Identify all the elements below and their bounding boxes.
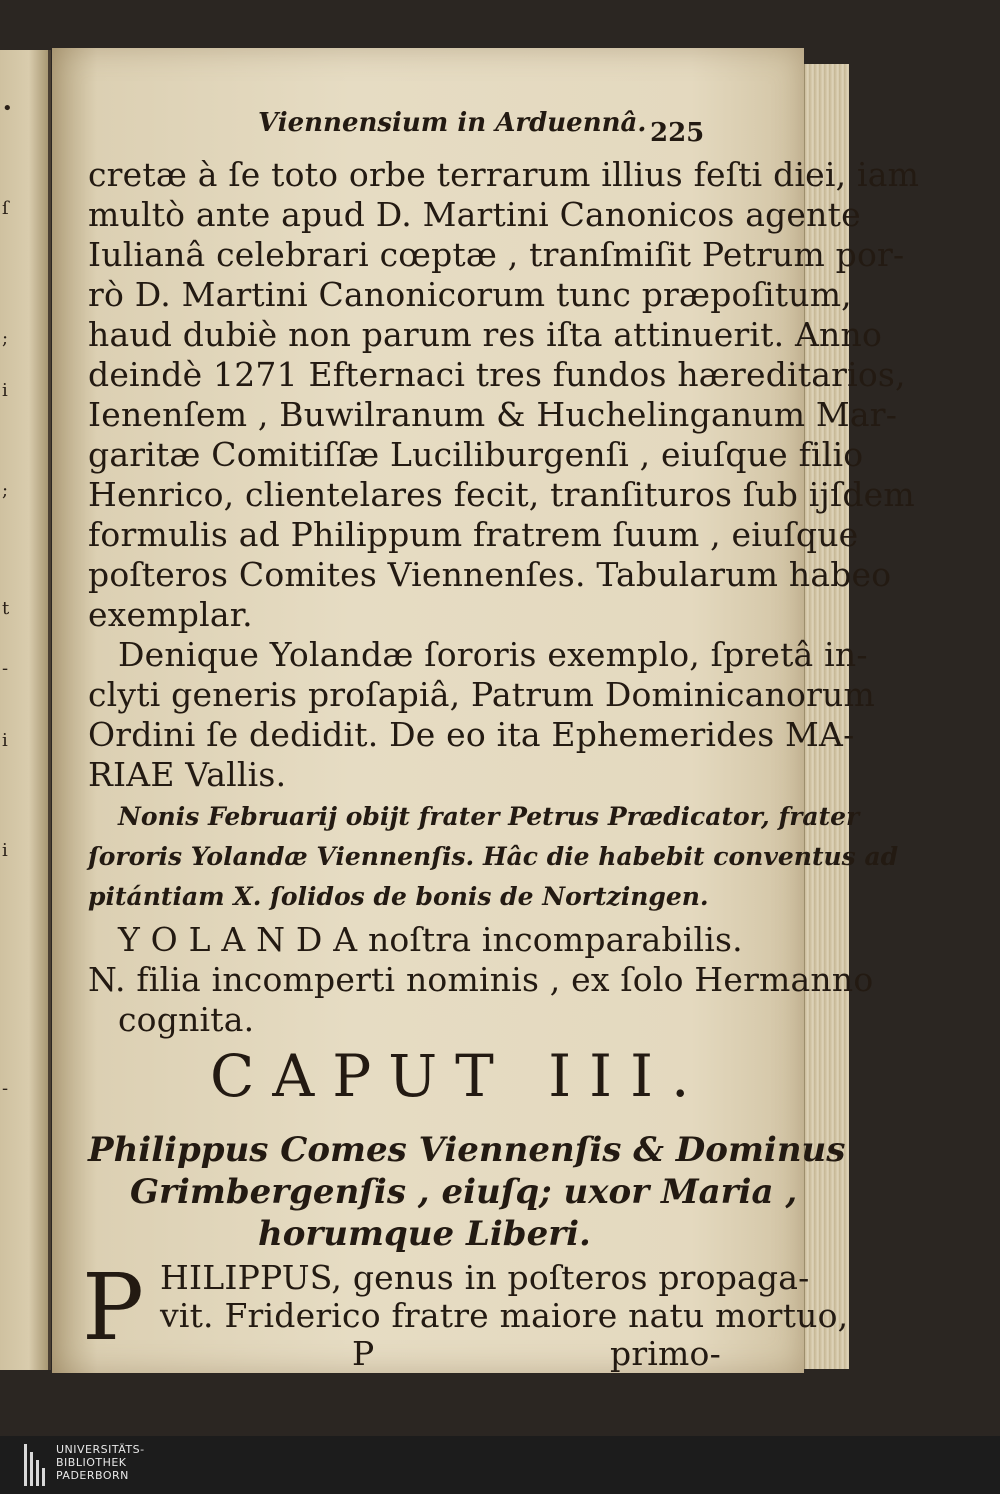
text-line: garitæ Comitiſſæ Luciliburgenſi , eiuſque filio <box>88 435 864 474</box>
chapter-subtitle: Philippus Comes Viennenſis & Dominus <box>88 1130 846 1170</box>
text-line: formulis ad Philippum fratrem ſuum , eiuſque <box>88 515 859 554</box>
text-line: Ienenſem , Buwilranum & Huchelinganum Mar- <box>88 395 898 434</box>
text-line: rò D. Martini Canonicorum tunc præpoſitum, <box>88 275 852 314</box>
text-line: clyti generis proſapiâ, Patrum Dominicanorum <box>88 675 876 714</box>
chapter-subtitle: horumque Liberi. <box>258 1214 591 1254</box>
text-line: Denique Yolandæ ſororis exemplo, ſpretâ in- <box>118 635 868 674</box>
text-line: Henrico, clientelares fecit, tranſituros ſub ijſdem <box>88 475 915 514</box>
library-logo-text <box>56 1443 145 1482</box>
drop-capital: P <box>82 1254 144 1361</box>
logo-line: PADERBORN <box>56 1469 129 1482</box>
text-line: haud dubiè non parum res iſta attinuerit. Anno <box>88 315 883 354</box>
text-line: exemplar. <box>88 595 253 634</box>
edge-mark: t <box>2 598 10 619</box>
nfilia-line: cognita. <box>118 1000 255 1039</box>
text-line: RIAE Vallis. <box>88 755 287 794</box>
edge-mark: i <box>2 730 8 751</box>
catchword: primo- <box>610 1334 721 1373</box>
edge-mark: - <box>2 658 9 679</box>
edge-mark: i <box>2 380 8 401</box>
nfilia-line: N. filia incomperti nominis , ex ſolo Hermanno <box>88 960 874 999</box>
text-line: deindè 1271 Efternaci tres fundos hæreditarios, <box>88 355 906 394</box>
left-page-edge <box>0 50 51 1370</box>
edge-mark: ſ <box>2 198 9 219</box>
edge-mark: - <box>2 1078 9 1099</box>
running-head: Viennensium in Arduennâ. <box>258 108 647 138</box>
page-number: 225 <box>650 118 705 148</box>
chapter-subtitle: Grimbergenſis , eiuſq; uxor Maria , <box>130 1172 798 1212</box>
edge-mark: ; <box>2 328 9 349</box>
edge-mark: i <box>2 840 8 861</box>
italic-quote-line: pitántiam X. ſolidos de bonis de Nortzingen. <box>88 882 709 911</box>
edge-mark: ; <box>2 480 9 501</box>
text-line: Iulianâ celebrari cœptæ , tranſmiſit Petrum por- <box>88 235 905 274</box>
signature-mark: P <box>352 1334 375 1373</box>
yolanda-line: Y O L A N D A noſtra incomparabilis. <box>118 920 743 959</box>
edge-mark: • <box>2 98 13 119</box>
text-line: Ordini ſe dedidit. De eo ita Ephemerides MA- <box>88 715 855 754</box>
text-line: cretæ à ſe toto orbe terrarum illius feſti diei, iam <box>88 155 920 194</box>
italic-quote-line: ſororis Yolandæ Viennenſis. Hâc die habebit conventus ad <box>88 842 899 871</box>
logo-line: UNIVERSITÄTS- <box>56 1443 145 1456</box>
footer-bar <box>0 1436 1000 1494</box>
text-line: vit. Friderico fratre maiore natu mortuo, <box>160 1296 849 1335</box>
italic-quote-line: Nonis Februarij obijt frater Petrus Prædicator, frater <box>118 802 860 831</box>
text-line: poſteros Comites Viennenſes. Tabularum habeo <box>88 555 892 594</box>
library-logo-icon <box>24 1444 46 1486</box>
text-line: multò ante apud D. Martini Canonicos agente <box>88 195 861 234</box>
chapter-heading: CAPUT III. <box>210 1042 708 1110</box>
logo-line: BIBLIOTHEK <box>56 1456 127 1469</box>
text-line: HILIPPUS, genus in poſteros propaga- <box>160 1258 810 1297</box>
